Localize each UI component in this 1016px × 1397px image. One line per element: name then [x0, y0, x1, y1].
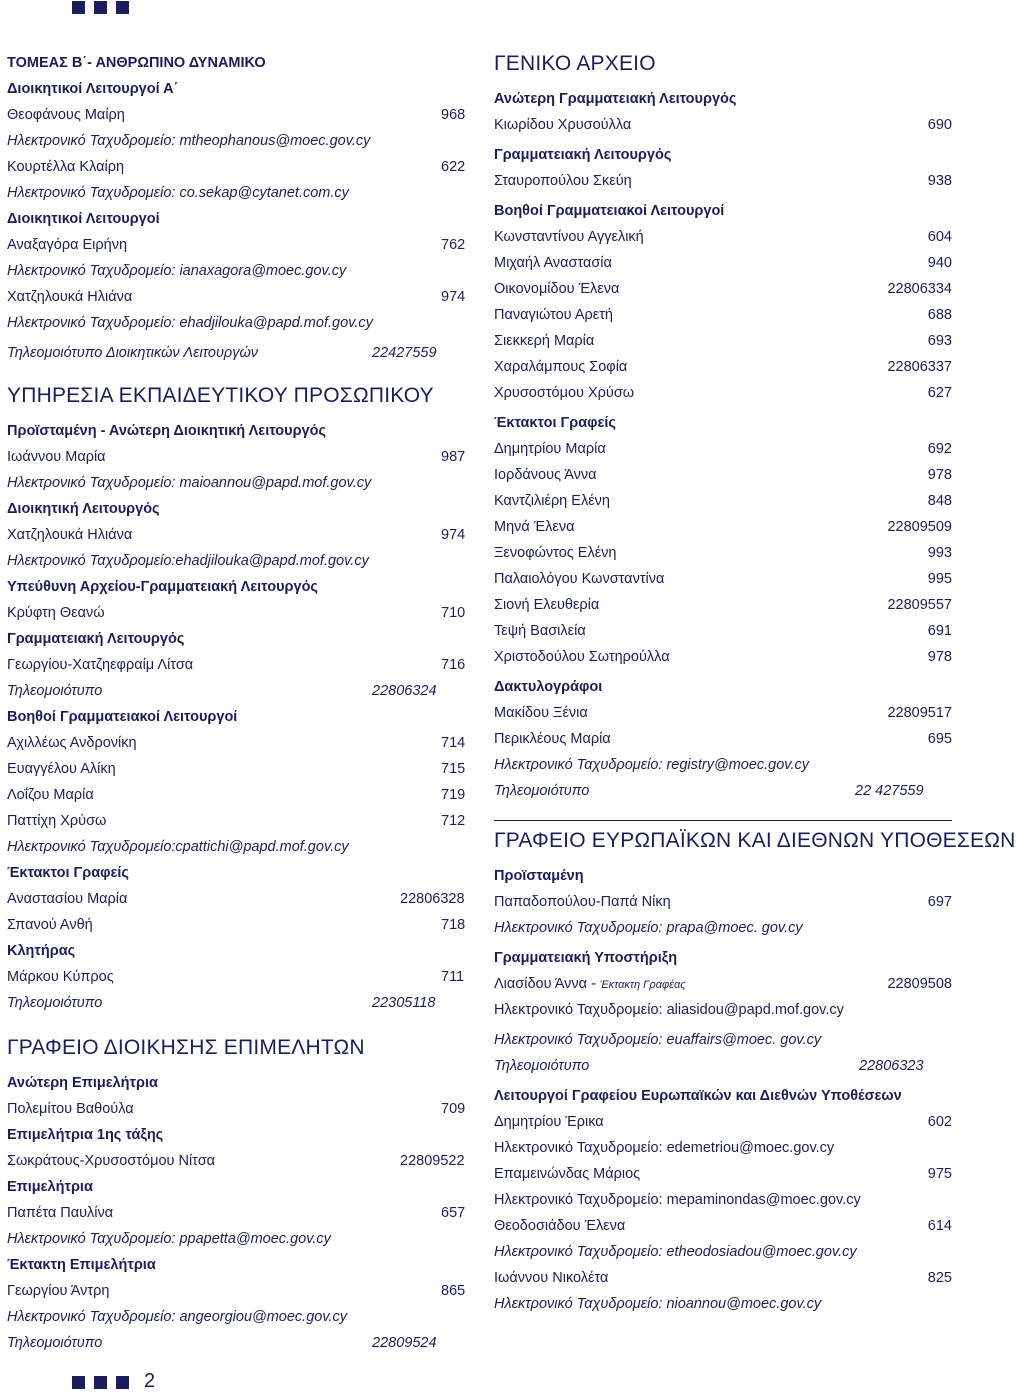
subheading: Έκτακτοι Γραφείς	[494, 415, 616, 431]
staff-name: Ευαγγέλου Αλίκη	[7, 761, 116, 777]
staff-row	[494, 168, 952, 194]
fax-label: Τηλεομοιότυπο Διοικητικών Λειτουργών	[7, 345, 259, 361]
staff-row	[7, 730, 467, 756]
subheading: Γραμματειακή Υποστήριξη	[494, 950, 678, 966]
subheading: Υπεύθυνη Αρχείου-Γραμματειακή Λειτουργός	[7, 579, 318, 595]
staff-name: Αχιλλέως Ανδρονίκη	[7, 735, 137, 751]
staff-extension: 697	[927, 894, 952, 910]
staff-name: Σιεκκερή Μαρία	[494, 333, 595, 349]
staff-extension: 711	[441, 969, 465, 985]
staff-name: Κωνσταντίνου Αγγελική	[494, 229, 644, 245]
staff-name: Σωκράτους-Χρυσοστόμου Νίτσα	[7, 1153, 216, 1169]
email-line[interactable]: Ηλεκτρονικό Ταχυδρομείο: co.sekap@cytanet.com.cy	[7, 185, 349, 201]
staff-extension: 614	[927, 1218, 952, 1234]
staff-row	[7, 154, 467, 180]
subheading: Λειτουργοί Γραφείου Ευρωπαϊκών και Διεθνών Υποθέσεων	[494, 1088, 902, 1104]
staff-name: Μιχαήλ Αναστασία	[494, 255, 612, 271]
page-number: 2	[144, 1370, 156, 1392]
staff-name: Ιορδάνους Άννα	[494, 467, 597, 483]
staff-row	[494, 1109, 952, 1135]
subheading: Διοικητικοί Λειτουργοί Α΄	[7, 81, 179, 97]
staff-name: Σπανού Ανθή	[7, 917, 93, 933]
email-line[interactable]: Ηλεκτρονικό Ταχυδρομείο: etheodosiadou@moec.gov.cy	[494, 1244, 857, 1260]
staff-name: Χριστοδούλου Σωτηρούλλα	[494, 649, 670, 665]
staff-row	[7, 782, 467, 808]
staff-row	[494, 971, 952, 997]
fax-number: 22427559	[372, 345, 437, 361]
staff-row	[494, 540, 952, 566]
fax-number: 22 427559	[855, 783, 924, 799]
staff-row	[7, 600, 467, 626]
email-line[interactable]: Ηλεκτρονικό Ταχυδρομείο: maioannou@papd.mof.gov.cy	[7, 475, 372, 491]
fax-label: Τηλεομοιότυπο	[7, 995, 103, 1011]
section-title: ΥΠΗΡΕΣΙΑ ΕΚΠΑΙΔΕΥΤΙΚΟΥ ΠΡΟΣΩΠΙΚΟΥ	[7, 384, 434, 407]
email-line[interactable]: Ηλεκτρονικό Ταχυδρομείο: ehadjilouka@papd.mof.gov.cy	[7, 315, 373, 331]
staff-name: Σιονή Ελευθερία	[494, 597, 600, 613]
section-title: ΓΡΑΦΕΙΟ ΕΥΡΩΠΑΪΚΩΝ ΚΑΙ ΔΙΕΘΝΩΝ ΥΠΟΘΕΣΕΩΝ	[494, 829, 1016, 852]
staff-row	[494, 276, 952, 302]
staff-extension: 718	[441, 917, 466, 933]
staff-row	[7, 1096, 467, 1122]
staff-name: Μάρκου Κύπρος	[7, 969, 114, 985]
staff-row	[494, 700, 952, 726]
fax-label: Τηλεομοιότυπο	[494, 1058, 590, 1074]
subheading: Ανώτερη Γραμματειακή Λειτουργός	[494, 91, 737, 107]
staff-extension: 993	[927, 545, 952, 561]
footer-square-3	[116, 1376, 129, 1389]
fax-row	[494, 1053, 952, 1079]
staff-name: Χρυσοστόμου Χρύσω	[494, 385, 635, 401]
email-line[interactable]: Ηλεκτρονικό Ταχυδρομείο: ppapetta@moec.gov.cy	[7, 1231, 331, 1247]
staff-name: Ιωάννου Νικολέτα	[494, 1270, 609, 1286]
staff-extension: 709	[441, 1101, 466, 1117]
staff-row	[7, 1148, 467, 1174]
staff-name: Μηνά Έλενα	[494, 519, 575, 535]
staff-name: Λοΐζου Μαρία	[7, 787, 94, 803]
staff-row	[494, 726, 952, 752]
email-line[interactable]: Ηλεκτρονικό Ταχυδρομείο: ianaxagora@moec.gov.cy	[7, 263, 347, 279]
staff-row	[494, 328, 952, 354]
email-line[interactable]: Ηλεκτρονικό Ταχυδρομείο: angeorgiou@moec.gov.cy	[7, 1309, 348, 1325]
subheading: Επιμελήτρια	[7, 1179, 93, 1195]
staff-extension: 622	[441, 159, 466, 175]
section-divider	[494, 820, 952, 821]
section-title: ΓΡΑΦΕΙΟ ΔΙΟΙΚΗΣΗΣ ΕΠΙΜΕΛΗΤΩΝ	[7, 1036, 365, 1059]
staff-name: Τεψή Βασιλεία	[494, 623, 586, 639]
staff-name: Θεοδοσιάδου Έλενα	[494, 1218, 626, 1234]
staff-row	[7, 756, 467, 782]
staff-row	[494, 889, 952, 915]
staff-row	[494, 1265, 952, 1291]
staff-name: Δημητρίου Μαρία	[494, 441, 606, 457]
staff-extension: 692	[927, 441, 952, 457]
footer-square-2	[94, 1376, 107, 1389]
staff-name: Καντζιλιέρη Ελένη	[494, 493, 610, 509]
staff-row	[494, 224, 952, 250]
subheading: Προϊσταμένη - Ανώτερη Διοικητική Λειτουργός	[7, 423, 327, 439]
sector-title: ΤΟΜΕΑΣ Β΄- ΑΝΘΡΩΠΙΝΟ ΔΥΝΑΜΙΚΟ	[7, 55, 266, 71]
staff-row	[494, 250, 952, 276]
subheading: Προϊσταμένη	[494, 868, 584, 884]
staff-name: Χατζηλουκά Ηλιάνα	[7, 289, 133, 305]
staff-row	[494, 380, 952, 406]
top-square-3	[116, 1, 129, 14]
staff-extension: 978	[927, 467, 952, 483]
section-title: ΓΕΝΙΚΟ ΑΡΧΕΙΟ	[494, 52, 656, 75]
staff-name: Γεωργίου-Χατζηεφραίμ Λίτσα	[7, 657, 194, 673]
staff-name: Γεωργίου Άντρη	[7, 1283, 110, 1299]
email-line[interactable]: Ηλεκτρονικό Ταχυδρομείο:cpattichi@papd.mof.gov.cy	[7, 839, 349, 855]
fax-row	[494, 778, 952, 804]
subheading: Έκτακτοι Γραφείς	[7, 865, 129, 881]
staff-extension: 940	[927, 255, 952, 271]
staff-name: Ξενοφώντος Ελένη	[494, 545, 617, 561]
staff-extension: 710	[441, 605, 466, 621]
staff-extension: 968	[441, 107, 466, 123]
email-line[interactable]: Ηλεκτρονικό Ταχυδρομείο: mepaminondas@moec.gov.cy	[494, 1192, 861, 1208]
staff-extension: 22809517	[887, 705, 952, 721]
staff-extension: 691	[927, 623, 952, 639]
staff-extension: 712	[441, 813, 466, 829]
staff-row	[494, 1213, 952, 1239]
staff-row	[494, 618, 952, 644]
email-line[interactable]: Ηλεκτρονικό Ταχυδρομείο: mtheophanous@moec.gov.cy	[7, 133, 371, 149]
top-square-2	[94, 1, 107, 14]
subheading: Ανώτερη Επιμελήτρια	[7, 1075, 158, 1091]
staff-extension: 978	[927, 649, 952, 665]
subheading: Γραμματειακή Λειτουργός	[494, 147, 672, 163]
staff-extension: 604	[927, 229, 952, 245]
staff-extension: 22809522	[400, 1153, 465, 1169]
staff-name: Αναξαγόρα Ειρήνη	[7, 237, 128, 253]
fax-label: Τηλεομοιότυπο	[7, 683, 103, 699]
staff-row	[494, 566, 952, 592]
left-column	[7, 50, 467, 1356]
subheading: Γραμματειακή Λειτουργός	[7, 631, 185, 647]
staff-extension: 865	[441, 1283, 466, 1299]
subheading: Βοηθοί Γραμματειακοί Λειτουργοί	[7, 709, 238, 725]
staff-extension: 688	[927, 307, 952, 323]
staff-row	[7, 808, 467, 834]
top-square-1	[72, 1, 85, 14]
staff-row	[7, 652, 467, 678]
staff-name: Κιωρίδου Χρυσούλλα	[494, 117, 632, 133]
fax-row	[7, 678, 467, 704]
staff-name: Περικλέους Μαρία	[494, 731, 611, 747]
staff-extension: 22806328	[400, 891, 465, 907]
staff-name	[494, 976, 686, 992]
staff-name: Πολεμίτου Βαθούλα	[7, 1101, 134, 1117]
email-line[interactable]: Ηλεκτρονικό Ταχυδρομείο: prapa@moec. gov.cy	[494, 920, 803, 936]
staff-name: Παπέτα Παυλίνα	[7, 1205, 114, 1221]
staff-row	[7, 1200, 467, 1226]
staff-row	[7, 284, 467, 310]
staff-name: Ιωάννου Μαρία	[7, 449, 106, 465]
staff-extension: 762	[441, 237, 466, 253]
staff-name: Παλαιολόγου Κωνσταντίνα	[494, 571, 665, 587]
staff-extension: 974	[441, 527, 466, 543]
staff-row	[7, 444, 467, 470]
staff-row	[7, 912, 467, 938]
staff-extension: 825	[927, 1270, 952, 1286]
fax-row	[7, 1330, 467, 1356]
subheading: Κλητήρας	[7, 943, 76, 959]
fax-number: 22806324	[372, 683, 437, 699]
staff-row	[7, 102, 467, 128]
staff-name: Δημητρίου Έρικα	[494, 1114, 604, 1130]
fax-row	[7, 340, 467, 366]
staff-row	[494, 488, 952, 514]
fax-row	[7, 990, 467, 1016]
email-line[interactable]: Ηλεκτρονικό Ταχυδρομείο: aliasidou@papd.mof.gov.cy	[494, 1002, 844, 1018]
staff-row	[7, 522, 467, 548]
staff-extension: 848	[927, 493, 952, 509]
staff-row	[494, 462, 952, 488]
staff-name: Χατζηλουκά Ηλιάνα	[7, 527, 133, 543]
staff-extension: 938	[927, 173, 952, 189]
staff-extension: 22806337	[887, 359, 952, 375]
staff-note: Έκτακτη Γραφέας	[599, 979, 686, 991]
staff-extension: 716	[441, 657, 466, 673]
subheading: Βοηθοί Γραμματειακοί Λειτουργοί	[494, 203, 725, 219]
email-line[interactable]: Ηλεκτρονικό Ταχυδρομείο:ehadjilouka@papd.mof.gov.cy	[7, 553, 369, 569]
subheading: Έκτακτη Επιμελήτρια	[7, 1257, 156, 1273]
staff-row	[7, 964, 467, 990]
staff-extension: 602	[927, 1114, 952, 1130]
staff-extension: 695	[927, 731, 952, 747]
fax-number: 22806323	[859, 1058, 924, 1074]
staff-extension: 714	[441, 735, 466, 751]
fax-label: Τηλεομοιότυπο	[7, 1335, 103, 1351]
staff-name: Χαραλάμπους Σοφία	[494, 359, 628, 375]
staff-extension: 995	[927, 571, 952, 587]
fax-label: Τηλεομοιότυπο	[494, 783, 590, 799]
staff-extension: 974	[441, 289, 466, 305]
staff-extension: 715	[441, 761, 466, 777]
staff-row	[494, 112, 952, 138]
staff-name: Επαμεινώνδας Μάριος	[494, 1166, 641, 1182]
staff-name: Κουρτέλλα Κλαίρη	[7, 159, 125, 175]
subheading: Δακτυλογράφοι	[494, 679, 603, 695]
staff-name-text: Λιασίδου Άννα -	[494, 976, 600, 992]
subheading: Διοικητικοί Λειτουργοί	[7, 211, 160, 227]
email-line[interactable]: Ηλεκτρονικό Ταχυδρομείο: euaffairs@moec. gov.cy	[494, 1032, 822, 1048]
staff-extension: 22806334	[887, 281, 952, 297]
subheading: Επιμελήτρια 1ης τάξης	[7, 1127, 164, 1143]
staff-extension: 987	[441, 449, 466, 465]
staff-extension: 22809508	[887, 976, 952, 992]
staff-extension: 22809509	[887, 519, 952, 535]
email-line[interactable]: Ηλεκτρονικό Ταχυδρομείο: nioannou@moec.gov.cy	[494, 1296, 822, 1312]
fax-number: 22305118	[372, 995, 436, 1011]
staff-extension: 693	[927, 333, 952, 349]
staff-row	[494, 514, 952, 540]
staff-extension: 975	[927, 1166, 952, 1182]
staff-row	[7, 232, 467, 258]
staff-row	[494, 644, 952, 670]
staff-name: Παναγιώτου Αρετή	[494, 307, 613, 323]
staff-row	[7, 886, 467, 912]
staff-extension: 719	[441, 787, 466, 803]
staff-extension: 690	[927, 117, 952, 133]
staff-name: Θεοφάνους Μαίρη	[7, 107, 125, 123]
staff-row	[494, 436, 952, 462]
staff-row	[494, 354, 952, 380]
staff-extension: 627	[927, 385, 952, 401]
staff-row	[7, 1278, 467, 1304]
staff-name: Παπαδοπούλου-Παπά Νίκη	[494, 894, 671, 910]
staff-name: Αναστασίου Μαρία	[7, 891, 128, 907]
staff-row	[494, 302, 952, 328]
email-line[interactable]: Ηλεκτρονικό Ταχυδρομείο: registry@moec.gov.cy	[494, 757, 810, 773]
staff-row	[494, 1161, 952, 1187]
staff-extension: 22809557	[887, 597, 952, 613]
staff-row	[494, 592, 952, 618]
email-line[interactable]: Ηλεκτρονικό Ταχυδρομείο: edemetriou@moec.gov.cy	[494, 1140, 835, 1156]
staff-name: Κρύφτη Θεανώ	[7, 605, 105, 621]
footer-square-1	[72, 1376, 85, 1389]
staff-name: Μακίδου Ξένια	[494, 705, 588, 721]
staff-name: Σταυροπούλου Σκεύη	[494, 173, 632, 189]
subheading: Διοικητική Λειτουργός	[7, 501, 160, 517]
fax-number: 22809524	[372, 1335, 437, 1351]
staff-extension: 657	[441, 1205, 466, 1221]
right-column	[494, 50, 1016, 1317]
staff-name: Παττίχη Χρύσω	[7, 813, 107, 829]
staff-name: Οικονομίδου Έλενα	[494, 281, 620, 297]
